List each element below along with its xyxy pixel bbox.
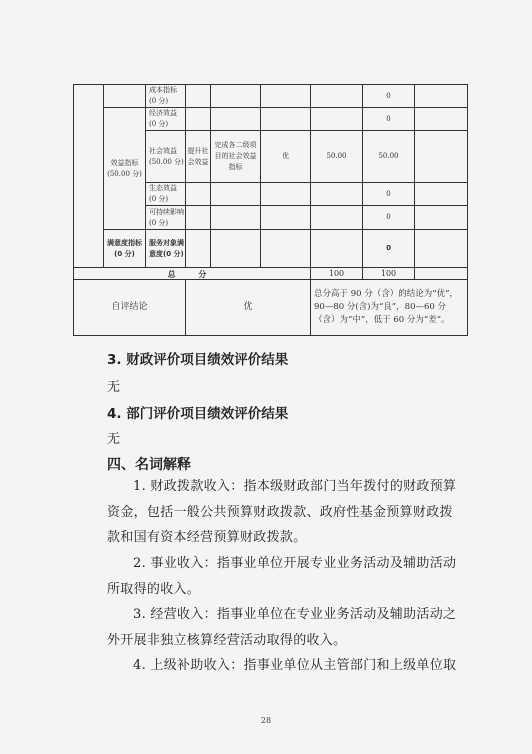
table-row — [74, 85, 468, 108]
table-cell: 优 — [261, 131, 311, 183]
section-3-title: 3. 财政评价项目绩效评价结果 — [107, 352, 289, 368]
section-4-title: 4. 部门评价项目绩效评价结果 — [107, 406, 289, 422]
table-row — [74, 230, 468, 268]
glossary-paragraph-2: 2. 事业收入：指事业单位开展专业业务活动及辅助活动 所取得的收入。 — [107, 556, 457, 597]
table-cell: 完成各二级项目的社会效益指标 — [211, 131, 261, 183]
table-cell-empty — [104, 85, 146, 108]
glossary-paragraph-1: 1. 财政拨款收入：指本级财政部门当年拨付的财政预算 资金，包括一般公共预算财政拨款、政府性基金预算财政拨 款和国有资本经营预算财政拨款。 — [107, 479, 457, 545]
table-cell: 0 — [363, 85, 415, 108]
table-cell: 可持续影响(0 分) — [146, 206, 186, 230]
table-cell: 50.00 — [311, 131, 363, 183]
table-cell: 0 — [363, 183, 415, 206]
table-cell: 服务对象满意度(0 分) — [146, 230, 186, 268]
section-3-body: 无 — [107, 380, 121, 395]
table-cell: 0 — [363, 206, 415, 230]
table-cell: 成本指标(0 分) — [146, 85, 186, 108]
page-number: 28 — [260, 716, 272, 725]
glossary-paragraph-3: 3. 经营收入：指事业单位在专业业务活动及辅助活动之 外开展非独立核算经营活动取得的收入。 — [107, 607, 457, 648]
section-4-body: 无 — [107, 432, 121, 447]
self-evaluation-value: 优 — [186, 280, 311, 336]
self-evaluation-row — [74, 280, 468, 336]
table-cell: 满意度指标(0 分) — [104, 230, 146, 268]
self-evaluation-label: 自评结论 — [74, 280, 186, 336]
total-score: 100 — [311, 268, 363, 280]
performance-table — [73, 84, 468, 336]
table-cell: 生态效益(0 分) — [146, 183, 186, 206]
glossary-paragraph-4: 4. 上级补助收入：指事业单位从主管部门和上级单位取 — [133, 658, 457, 673]
self-evaluation-rule: 总分高于 90 分（含）的结论为“优”，90—80 分(含)为“良”，80—60 分（含）为“中”，低于 60 分为“差”。 — [311, 280, 468, 336]
table-cell: 0 — [363, 230, 415, 268]
table-cell: 提升社会效益 — [186, 131, 211, 183]
total-label: 总 分 — [74, 268, 311, 280]
table-cell: 效益指标(50.00 分) — [104, 108, 146, 230]
table-total-row — [74, 268, 468, 280]
table-cell-empty — [74, 85, 104, 268]
table-row — [74, 108, 468, 131]
table-cell: 50.00 — [363, 131, 415, 183]
table-cell: 0 — [363, 108, 415, 131]
glossary-title: 四、名词解释 — [107, 457, 191, 473]
total-self-score: 100 — [363, 268, 415, 280]
table-cell: 经济效益(0 分) — [146, 108, 186, 131]
table-cell: 社会效益(50.00 分) — [146, 131, 186, 183]
